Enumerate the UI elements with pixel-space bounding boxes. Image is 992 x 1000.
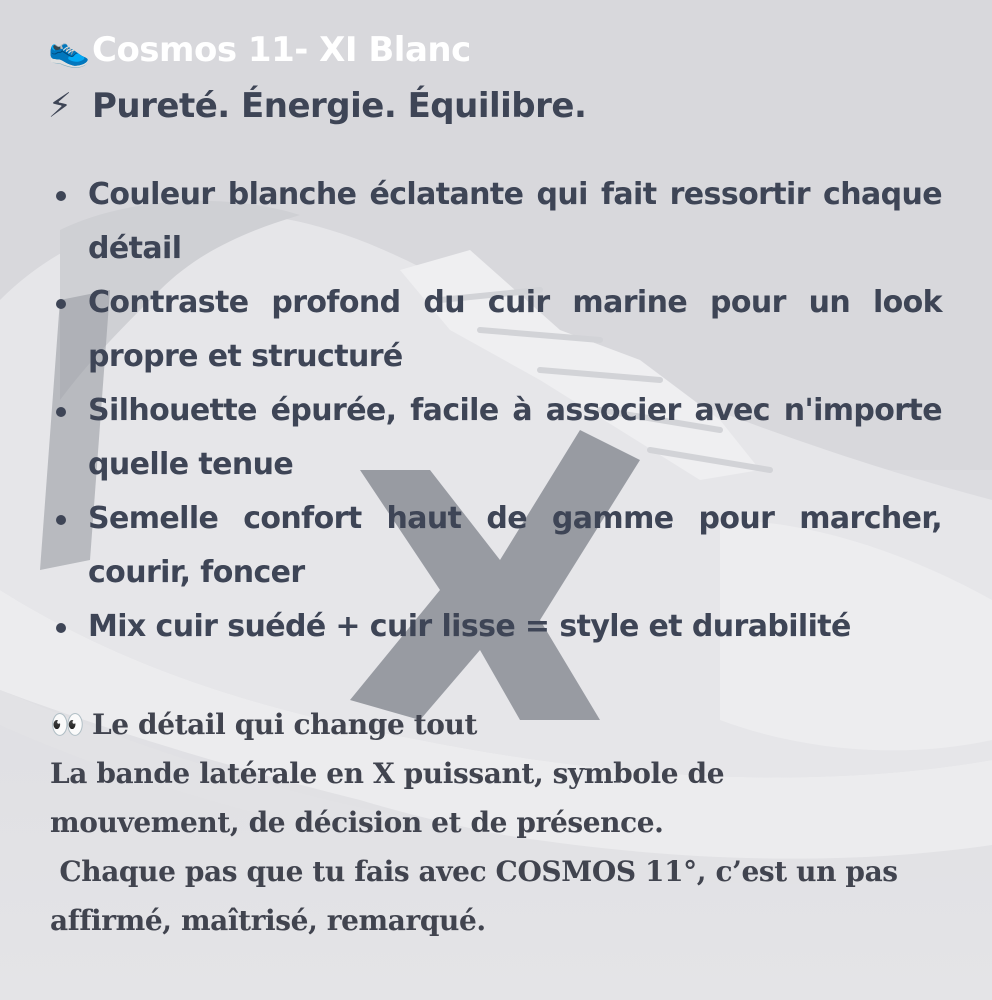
detail-section bbox=[50, 700, 950, 945]
detail-line: mouvement, de décision et de présence. bbox=[50, 806, 664, 839]
feature-item: Semelle confort haut de gamme pour marcher, courir, foncer bbox=[52, 492, 942, 600]
detail-line: affirmé, maîtrisé, remarqué. bbox=[50, 904, 486, 937]
feature-list bbox=[52, 168, 942, 654]
detail-line: Chaque pas que tu fais avec COSMOS 11°, c’est un pas bbox=[50, 855, 898, 888]
product-title-text: Cosmos 11- XI Blanc bbox=[92, 30, 471, 70]
bullet-icon bbox=[56, 623, 66, 633]
eyes-icon: 👀 bbox=[50, 708, 85, 741]
sneaker-icon: 👟 bbox=[48, 30, 90, 70]
feature-item: Contraste profond du cuir marine pour un look propre et structuré bbox=[52, 276, 942, 384]
detail-line: La bande latérale en X puissant, symbole de bbox=[50, 757, 725, 790]
feature-item: Mix cuir suédé + cuir lisse = style et durabilité bbox=[52, 600, 942, 654]
feature-item: Silhouette épurée, facile à associer avec n'importe quelle tenue bbox=[52, 384, 942, 492]
detail-heading: 👀 Le détail qui change tout bbox=[50, 700, 950, 749]
feature-item: Couleur blanche éclatante qui fait ressortir chaque détail bbox=[52, 168, 942, 276]
bullet-icon bbox=[56, 191, 66, 201]
bullet-icon bbox=[56, 407, 66, 417]
lightning-icon: ⚡ bbox=[48, 86, 72, 126]
bullet-icon bbox=[56, 515, 66, 525]
product-tagline bbox=[48, 86, 586, 126]
product-title bbox=[48, 30, 471, 70]
product-tagline-text: Pureté. Énergie. Équilibre. bbox=[92, 86, 587, 126]
bullet-icon bbox=[56, 299, 66, 309]
